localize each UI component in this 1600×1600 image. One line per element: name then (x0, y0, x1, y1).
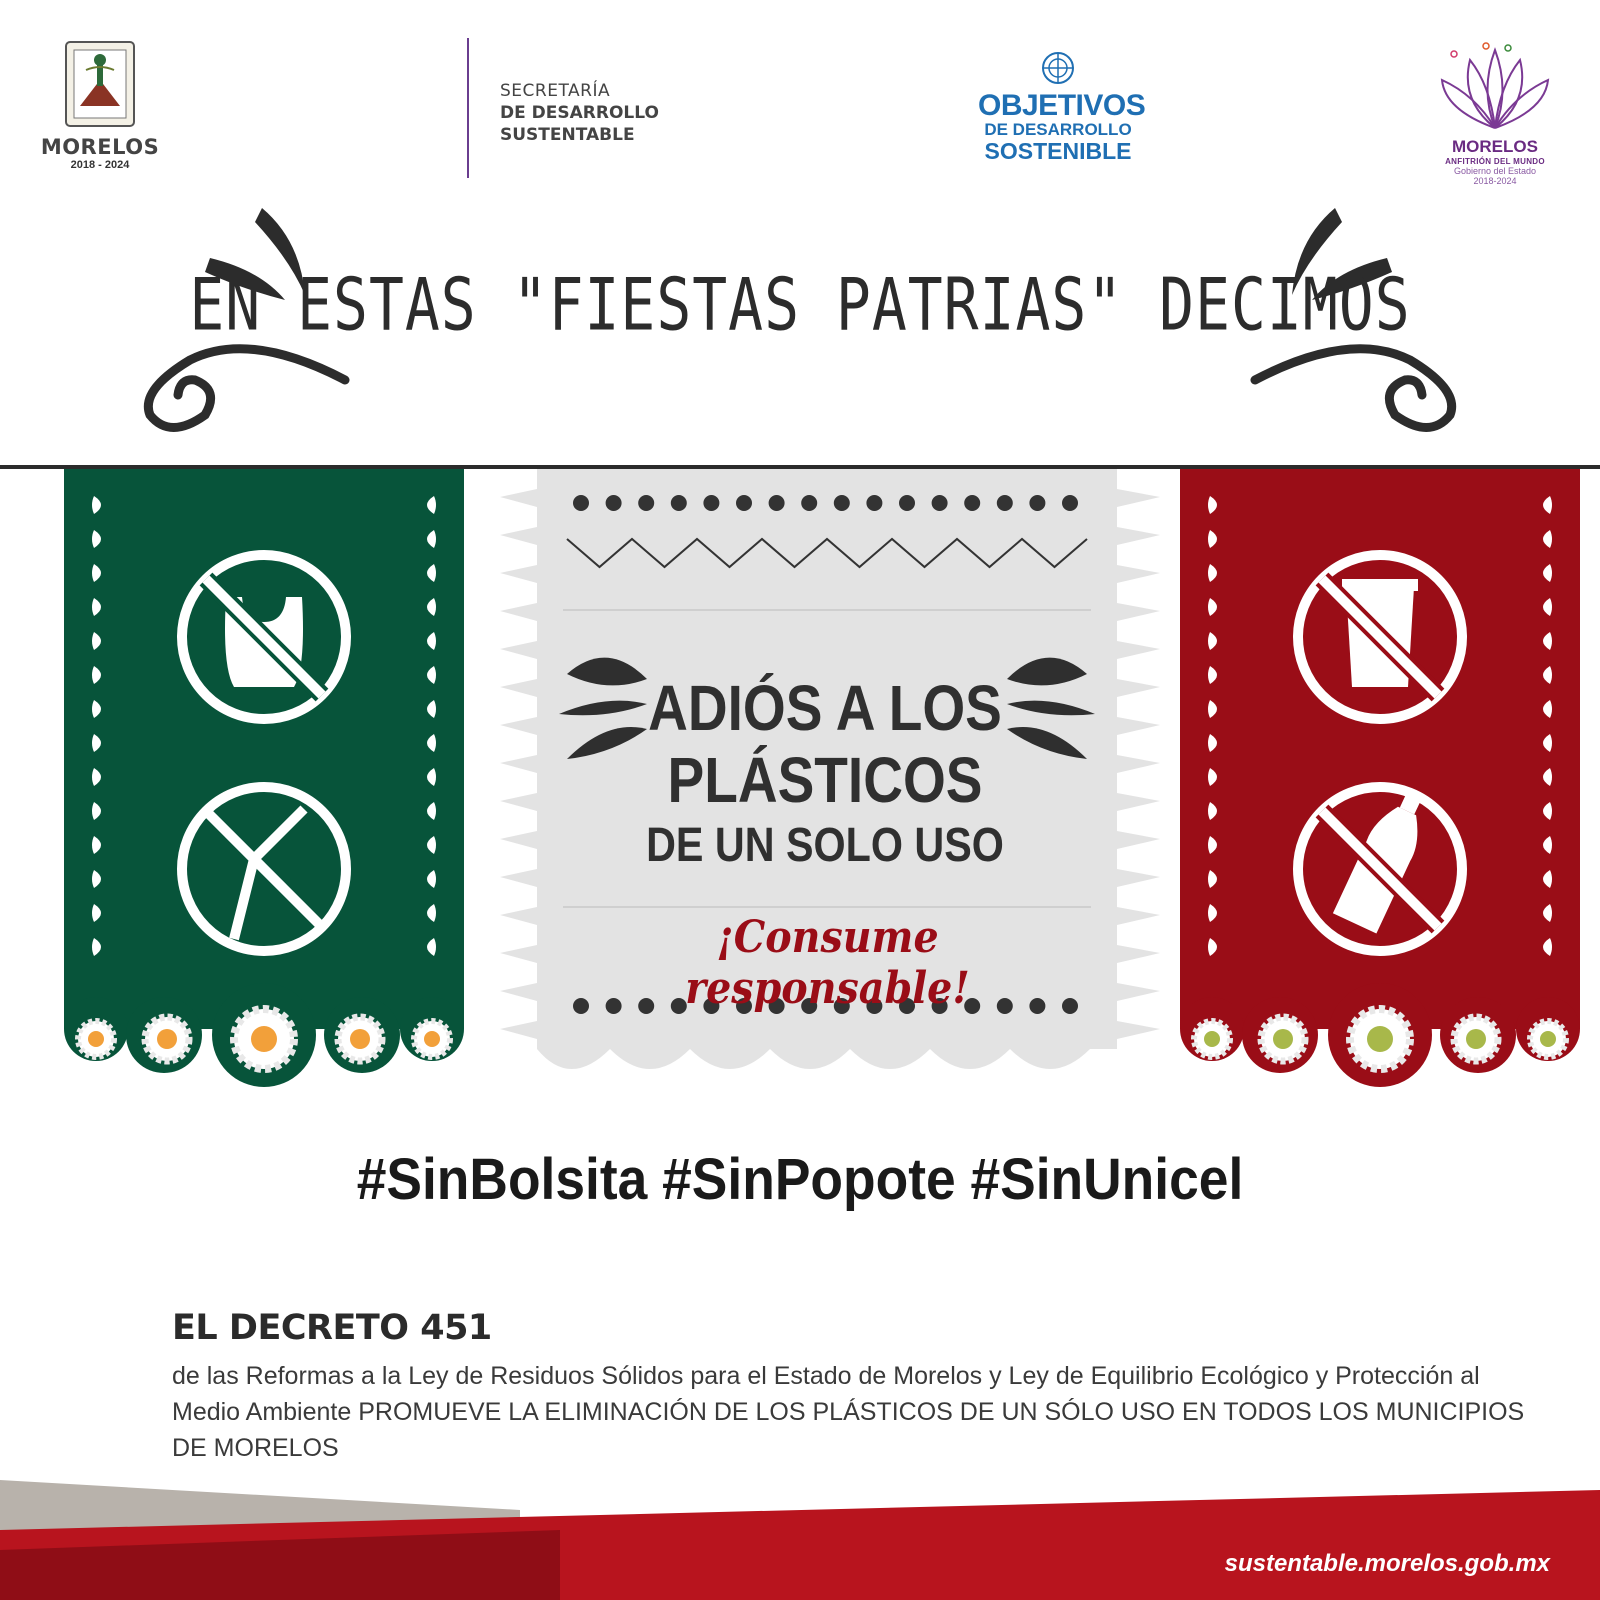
no-styrofoam-cup-icon (1298, 555, 1462, 719)
dot (866, 495, 882, 511)
fringe-tooth (500, 565, 537, 583)
decreto-body: de las Reformas a la Ley de Residuos Sólidos para el Estado de Morelos y Ley de Equilibrio Ecológico y Protección al Medio Ambiente PROMUEVE LA ELIMINACIÓN DE LOS PLÁSTICOS DE UN SÓLO USO EN TODOS LOS MUNICIPIOS DE MORELOS (172, 1362, 1525, 1462)
right-swirl-icon (1255, 349, 1452, 428)
fringe-tooth (1117, 793, 1160, 811)
morelos-shield-logo (30, 40, 170, 171)
teardrop-cutout (1208, 700, 1217, 718)
fringe-tooth (1117, 1021, 1160, 1039)
teardrop-cutout (92, 938, 101, 956)
teardrop-cutout (92, 870, 101, 888)
main-message-line3: DE UN SOLO USO (646, 819, 1004, 872)
dot (769, 495, 785, 511)
teardrop-cutout (427, 938, 436, 956)
teardrop-cutout (1543, 530, 1552, 548)
page-title: EN ESTAS "FIESTAS PATRIAS" DECIMOS (189, 262, 1411, 347)
fringe-tooth (500, 489, 537, 507)
teardrop-cutout (1208, 564, 1217, 582)
fringe-tooth (500, 869, 537, 887)
teardrop-cutout (1208, 904, 1217, 922)
teardrop-cutout (1543, 598, 1552, 616)
fringe-tooth (1117, 679, 1160, 697)
secretaria-line2: DE DESARROLLO (500, 103, 659, 123)
teardrop-cutout (427, 904, 436, 922)
secretaria-line3: SUSTENTABLE (500, 125, 635, 145)
fringe-tooth (500, 983, 537, 1001)
decreto-heading: EL DECRETO 451 (172, 1308, 492, 1348)
dot (1029, 495, 1045, 511)
teardrop-cutout (92, 564, 101, 582)
fringe-tooth (1117, 945, 1160, 963)
teardrop-cutout (1543, 564, 1552, 582)
teardrop-cutout (92, 734, 101, 752)
shield-icon (64, 40, 136, 128)
fringe-tooth (1117, 983, 1160, 1001)
dot (834, 495, 850, 511)
teardrop-cutout (1543, 496, 1552, 514)
teardrop-cutout (92, 598, 101, 616)
dot (606, 495, 622, 511)
teardrop-cutout (1208, 768, 1217, 786)
morelos-gov-name: MORELOS (1452, 137, 1538, 156)
fringe-tooth (500, 717, 537, 735)
fringe-tooth (500, 755, 537, 773)
ods-line3: SOSTENIBLE (984, 138, 1132, 164)
fringe-tooth (1117, 831, 1160, 849)
lotus-icon (1440, 40, 1550, 132)
fringe-tooth (1117, 565, 1160, 583)
teardrop-cutout (1208, 598, 1217, 616)
main-message-line2: PLÁSTICOS (667, 744, 983, 816)
teardrop-cutout (427, 700, 436, 718)
fringe-tooth (1117, 527, 1160, 545)
teardrop-cutout (1543, 734, 1552, 752)
teardrop-cutout (92, 666, 101, 684)
teardrop-cutout (1208, 496, 1217, 514)
ods-line2: DE DESARROLLO (984, 120, 1132, 139)
teardrop-cutout (92, 802, 101, 820)
fringe-tooth (1117, 603, 1160, 621)
dot (801, 495, 817, 511)
no-plastic-bag-icon (182, 555, 346, 719)
dot (964, 495, 980, 511)
fringe-tooth (500, 831, 537, 849)
teardrop-cutout (92, 836, 101, 854)
teardrop-cutout (92, 700, 101, 718)
teardrop-cutout (92, 496, 101, 514)
fringe-tooth (1117, 717, 1160, 735)
dot (671, 495, 687, 511)
teardrop-cutout (427, 734, 436, 752)
teardrop-cutout (427, 768, 436, 786)
ods-line1: OBJETIVOS (978, 89, 1146, 122)
center-divider-top (563, 609, 1091, 611)
right-drop-icon-2 (1007, 701, 1095, 716)
teardrop-cutout (1543, 700, 1552, 718)
teardrop-cutout (1543, 938, 1552, 956)
un-emblem-icon (1040, 50, 1076, 86)
teardrop-cutout (1208, 666, 1217, 684)
teardrop-cutout (1543, 836, 1552, 854)
left-swirl-icon (148, 349, 345, 428)
green-banner-art (64, 469, 464, 1089)
right-drop-icon-3 (1007, 727, 1087, 759)
secretaria-line1: SECRETARÍA (500, 81, 611, 101)
fringe-tooth (1117, 869, 1160, 887)
morelos-gov-sub2: 2018-2024 (1473, 176, 1517, 186)
morelos-gov-sub1: Gobierno del Estado (1453, 166, 1537, 176)
fringe-tooth (1117, 489, 1160, 507)
fringe-tooth (500, 907, 537, 925)
center-divider-bottom (563, 906, 1091, 908)
teardrop-cutout (427, 598, 436, 616)
teardrop-cutout (1543, 870, 1552, 888)
ods-logo (978, 50, 1146, 164)
teardrop-cutout (1208, 632, 1217, 650)
teardrop-cutout (1208, 938, 1217, 956)
teardrop-cutout (1208, 530, 1217, 548)
fringe-tooth (500, 527, 537, 545)
dot (638, 495, 654, 511)
hashtags: #SinBolsita #SinPopote #SinUnicel (356, 1147, 1244, 1212)
no-plastic-bottle-icon (1298, 787, 1462, 951)
main-message (632, 672, 1019, 876)
morelos-logo-years: 2018 - 2024 (70, 159, 130, 171)
dot (997, 495, 1013, 511)
teardrop-cutout (92, 632, 101, 650)
dot (736, 495, 752, 511)
morelos-government-logo (1420, 40, 1570, 186)
teardrop-cutout (427, 632, 436, 650)
right-drop-icon (1007, 658, 1087, 686)
teardrop-cutout (1543, 632, 1552, 650)
teardrop-cutout (1543, 666, 1552, 684)
teardrop-cutout (92, 530, 101, 548)
teardrop-cutout (427, 870, 436, 888)
morelos-logo-name: MORELOS (40, 135, 160, 159)
teardrop-cutout (92, 768, 101, 786)
teardrop-cutout (427, 666, 436, 684)
dot (932, 495, 948, 511)
dot (1062, 495, 1078, 511)
fringe-tooth (500, 1021, 537, 1039)
dot (899, 495, 915, 511)
teardrop-cutout (427, 564, 436, 582)
secretaria-logo (500, 80, 659, 146)
teardrop-cutout (1543, 904, 1552, 922)
fringe-tooth (500, 679, 537, 697)
fringe-tooth (500, 603, 537, 621)
website-url[interactable]: sustentable.morelos.gob.mx (1224, 1550, 1550, 1577)
red-banner-art (1180, 469, 1580, 1089)
fringe-tooth (1117, 755, 1160, 773)
header-divider (467, 38, 469, 178)
teardrop-cutout (427, 530, 436, 548)
fringe-tooth (500, 945, 537, 963)
teardrop-cutout (1543, 802, 1552, 820)
teardrop-cutout (1208, 870, 1217, 888)
fringe-tooth (500, 641, 537, 659)
fringe-tooth (500, 793, 537, 811)
no-straw-icon (182, 787, 346, 951)
teardrop-cutout (427, 802, 436, 820)
teardrop-cutout (1208, 734, 1217, 752)
fringe-tooth (1117, 907, 1160, 925)
teardrop-cutout (427, 496, 436, 514)
teardrop-cutout (1543, 768, 1552, 786)
slogan: ¡Consume responsable! (685, 912, 970, 1014)
morelos-gov-tagline: ANFITRIÓN DEL MUNDO (1445, 157, 1545, 166)
footer-stripes (0, 1470, 1600, 1600)
main-message-line1: ADIÓS A LOS (648, 672, 1002, 744)
dot (573, 495, 589, 511)
fringe-tooth (1117, 641, 1160, 659)
dot (703, 495, 719, 511)
teardrop-cutout (1208, 836, 1217, 854)
teardrop-cutout (1208, 802, 1217, 820)
teardrop-cutout (427, 836, 436, 854)
teardrop-cutout (92, 904, 101, 922)
